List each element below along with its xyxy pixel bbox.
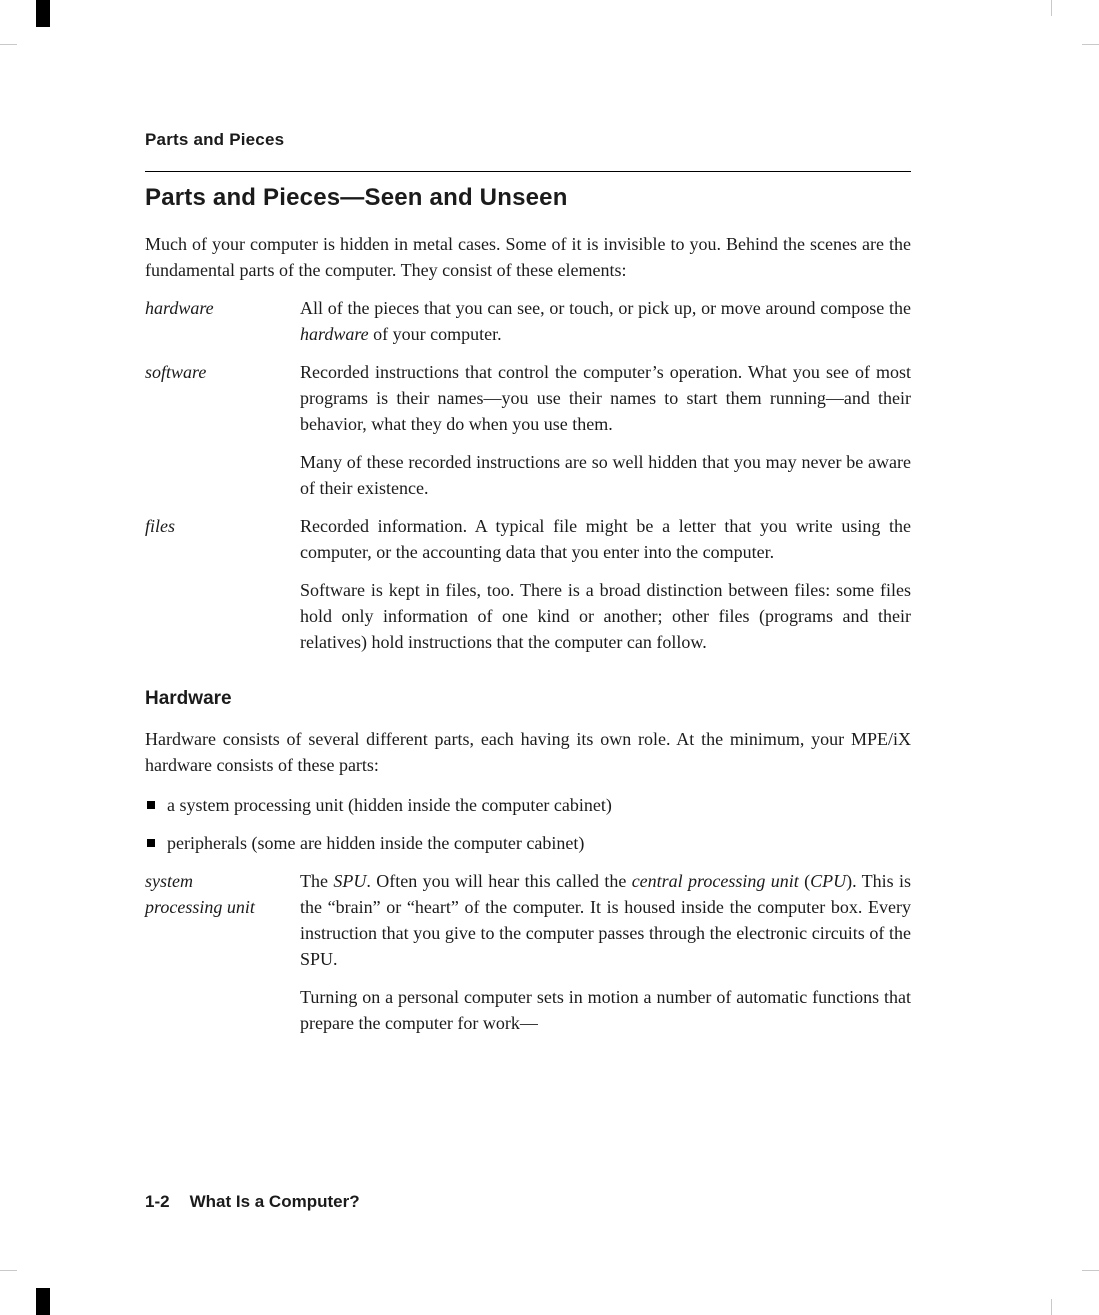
bullet-list <box>145 792 911 856</box>
square-bullet-icon <box>147 801 155 809</box>
chapter-title: What Is a Computer? <box>189 1192 360 1211</box>
crop-mark-top-right-h <box>1082 44 1099 45</box>
text-segment: All of the pieces that you can see, or touch, or pick up, or move around compose the <box>300 298 911 318</box>
definition-term-software: software <box>145 362 207 382</box>
definition-term-files: files <box>145 516 175 536</box>
text-segment-italic: central processing unit <box>631 871 799 891</box>
crop-mark-top-left <box>0 44 17 45</box>
definition-desc-spu <box>300 868 911 1036</box>
definition-desc-software <box>300 359 911 501</box>
definition-term-hardware: hardware <box>145 298 214 318</box>
list-item-text: a system processing unit (hidden inside the computer cabinet) <box>167 795 612 815</box>
crop-mark-top-right-v <box>1051 0 1052 16</box>
page-title: Parts and Pieces—Seen and Unseen <box>145 184 568 211</box>
text-segment: The <box>300 871 334 891</box>
definition-row-software <box>145 359 911 501</box>
text-segment: of your computer. <box>368 324 502 344</box>
definition-paragraph: Recorded information. A typical file might be a letter that you write using the computer, or the accounting data that you enter into the computer. <box>300 516 911 562</box>
text-segment: ). This is the “brain” or “heart” of the computer. It is housed inside the computer box. Every instruction that you give to the computer passes through the electronic circuits of the SPU. <box>300 871 911 969</box>
square-bullet-icon <box>147 839 155 847</box>
definition-paragraph: Recorded instructions that control the computer’s operation. What you see of most programs is their names—you use their names to start them running—and their behavior, what they do when you use them. <box>300 362 911 434</box>
definition-row-hardware <box>145 295 911 347</box>
crop-mark-bottom-left <box>0 1270 17 1271</box>
binder-mark-bottom <box>36 1288 50 1315</box>
text-segment-italic: SPU <box>333 871 367 891</box>
section-heading-hardware: Hardware <box>145 688 232 709</box>
header-rule <box>145 171 911 172</box>
intro-paragraph: Much of your computer is hidden in metal cases. Some of it is invisible to you. Behind the scenes are the fundamental parts of the computer. They consist of these elements: <box>145 234 911 280</box>
text-segment-italic: CPU <box>810 871 847 891</box>
definition-paragraph: Turning on a personal computer sets in motion a number of automatic functions that prepare the computer for work— <box>300 987 911 1033</box>
crop-mark-bottom-right-v <box>1051 1299 1052 1315</box>
definition-desc-files <box>300 513 911 655</box>
running-header: Parts and Pieces <box>145 130 285 149</box>
definition-desc-hardware <box>300 295 911 347</box>
definition-paragraph: Software is kept in files, too. There is a broad distinction between files: some files hold only information of one kind or another; other files (programs and their relatives) hold instructions that the computer can follow. <box>300 580 911 652</box>
text-segment: . Often you will hear this called the <box>366 871 632 891</box>
binder-mark-top <box>36 0 50 27</box>
definition-paragraph <box>300 868 911 972</box>
page-footer <box>145 1192 360 1212</box>
text-segment-italic: hardware <box>300 324 369 344</box>
list-item-text: peripherals (some are hidden inside the computer cabinet) <box>167 833 585 853</box>
list-item <box>145 830 911 856</box>
document-page <box>145 0 911 1036</box>
definition-row-spu <box>145 868 911 1036</box>
definition-row-files <box>145 513 911 655</box>
crop-mark-bottom-right-h <box>1082 1270 1099 1271</box>
definition-paragraph: Many of these recorded instructions are so well hidden that you may never be aware of their existence. <box>300 452 911 498</box>
text-segment: ( <box>798 871 811 891</box>
hardware-intro-paragraph: Hardware consists of several different parts, each having its own role. At the minimum, your MPE/iX hardware consists of these parts: <box>145 729 911 775</box>
definition-term-spu: system processing unit <box>145 871 255 917</box>
definition-paragraph <box>300 295 911 347</box>
list-item <box>145 792 911 818</box>
page-number: 1-2 <box>145 1192 170 1211</box>
